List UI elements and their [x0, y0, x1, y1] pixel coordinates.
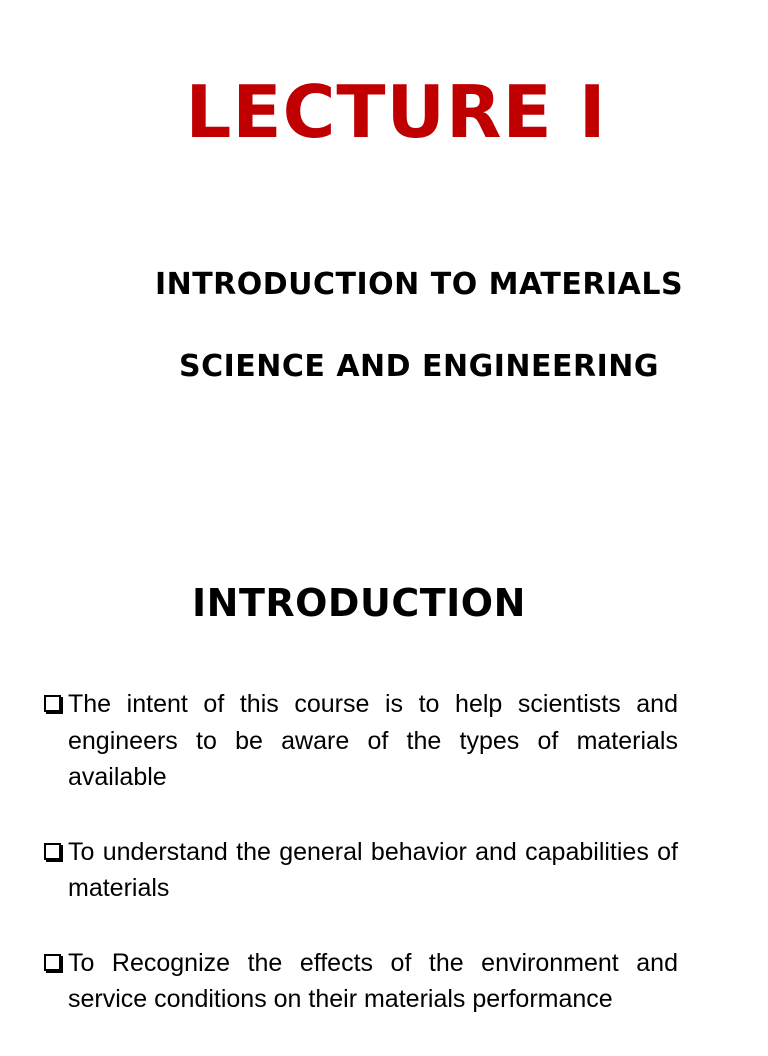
- section-heading: INTRODUCTION: [192, 581, 526, 625]
- bullet-item: [42, 686, 678, 796]
- checkbox-square-icon: [44, 954, 61, 971]
- subtitle-line-1: INTRODUCTION TO MATERIALS: [154, 267, 684, 302]
- checkbox-square-icon: [44, 843, 61, 860]
- bullet-item: [42, 945, 678, 1018]
- bullet-list: [42, 686, 678, 1056]
- bullet-item: [42, 834, 678, 907]
- checkbox-square-icon: [44, 695, 61, 712]
- bullet-text: The intent of this course is to help scientists and engineers to be aware of the types of materials available: [68, 690, 678, 791]
- lecture-title: LECTURE I: [185, 70, 607, 154]
- bullet-text: To understand the general behavior and capabilities of materials: [68, 837, 678, 902]
- bullet-text: To Recognize the effects of the environment and service conditions on their materials performance: [68, 948, 678, 1013]
- subtitle-line-2: SCIENCE AND ENGINEERING: [179, 349, 659, 384]
